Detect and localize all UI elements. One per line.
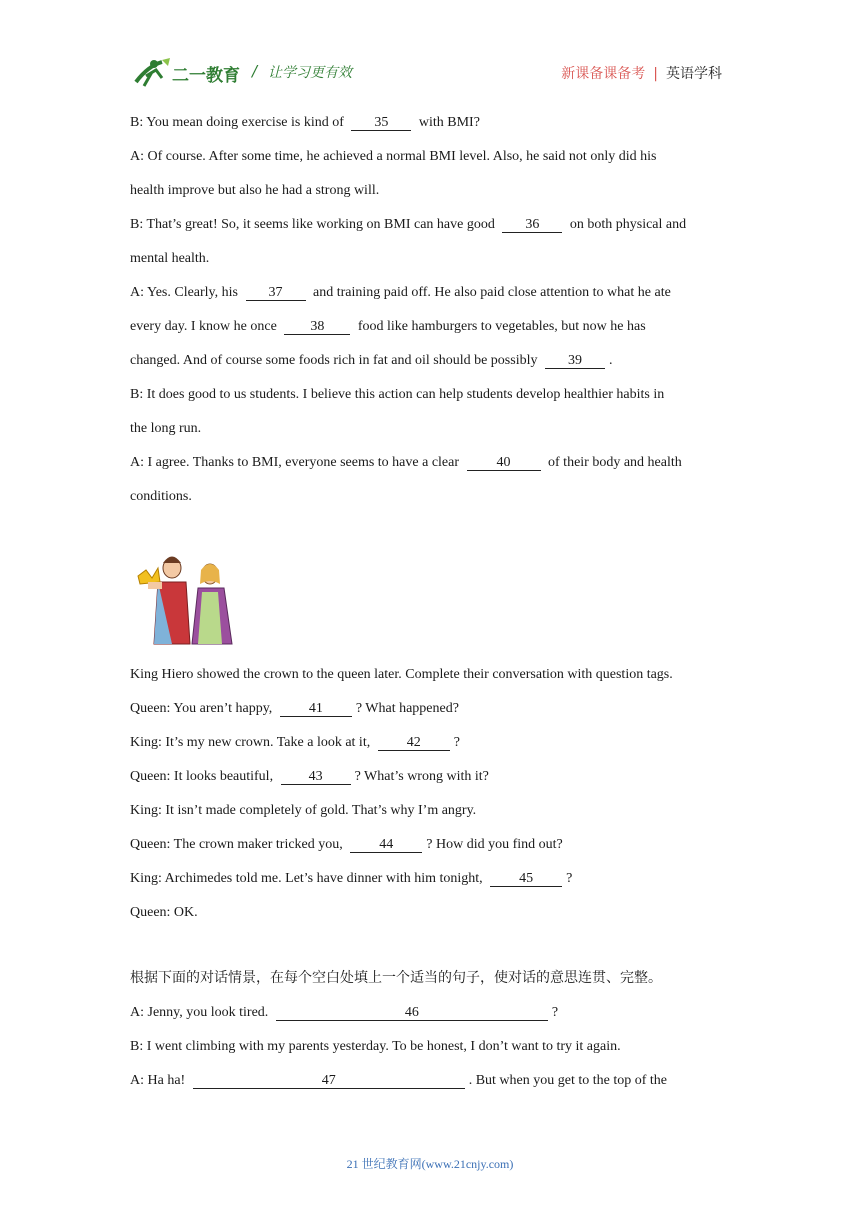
- line-text-after-blank: ? What’s wrong with it?: [354, 769, 489, 784]
- dialogue2-line: [130, 700, 459, 718]
- line-text: B: I went climbing with my parents yesterday. To be honest, I don’t want to try it again.: [130, 1039, 621, 1054]
- header-subject-label: 英语学科: [666, 66, 722, 82]
- line-text-after-blank: . But when you get to the top of the: [468, 1073, 668, 1088]
- dialogue1-line: [130, 454, 682, 472]
- line-text-after-blank: food like hamburgers to vegetables, but now he has: [354, 319, 646, 334]
- blank-45[interactable]: 45: [490, 871, 562, 887]
- line-text: B: You mean doing exercise is kind of: [130, 115, 348, 130]
- blank-44[interactable]: 44: [350, 837, 422, 853]
- line-text: B: It does good to us students. I believe this action can help students develop healthier habits in: [130, 387, 665, 402]
- header-course-label: 新课备课备考: [561, 66, 646, 82]
- svg-text:二一教育: 二一教育: [172, 66, 240, 86]
- blank-42[interactable]: 42: [378, 735, 450, 751]
- line-text: B: That’s great! So, it seems like working on BMI can have good: [130, 217, 499, 232]
- header-right: [561, 63, 722, 83]
- line-text-after-blank: of their body and health: [544, 455, 682, 470]
- page-footer: 21 世纪教育网(www.21cnjy.com): [346, 1157, 514, 1171]
- line-text: King: It isn’t made completely of gold. That’s why I’m angry.: [130, 803, 477, 818]
- dialogue1-line: [130, 386, 664, 404]
- line-text-after-blank: ? How did you find out?: [426, 837, 563, 852]
- line-text: Queen: It looks beautiful,: [130, 769, 277, 784]
- dialogue1-line: [130, 250, 209, 268]
- dialogue3-line: [130, 970, 662, 988]
- line-text: Queen: You aren’t happy,: [130, 701, 276, 716]
- king-queen-illustration: [132, 548, 246, 646]
- line-text: King: Archimedes told me. Let’s have dinner with him tonight,: [130, 871, 487, 886]
- blank-47[interactable]: 47: [193, 1073, 465, 1089]
- line-text: health improve but also he had a strong will.: [130, 183, 380, 198]
- dialogue1-line: [130, 318, 646, 336]
- dialogue1-line: [130, 284, 671, 302]
- slogan: 让学习更有效: [268, 65, 352, 81]
- logo-icon: [132, 56, 244, 90]
- dialogue3-line: [130, 1072, 667, 1090]
- line-text: every day. I know he once: [130, 319, 281, 334]
- line-text-after-blank: on both physical and: [566, 217, 687, 232]
- line-text-after-blank: .: [608, 353, 613, 368]
- line-text: changed. And of course some foods rich in fat and oil should be possibly: [130, 353, 541, 368]
- blank-38[interactable]: 38: [284, 319, 350, 335]
- line-text-after-blank: ?: [551, 1005, 559, 1020]
- blank-43[interactable]: 43: [281, 769, 351, 785]
- header-separator: |: [653, 66, 658, 82]
- blank-46[interactable]: 46: [276, 1005, 548, 1021]
- line-text: conditions.: [130, 489, 192, 504]
- dialogue2-line: [130, 870, 572, 888]
- line-text: A: Jenny, you look tired.: [130, 1005, 272, 1020]
- blank-40[interactable]: 40: [467, 455, 541, 471]
- line-text-after-blank: with BMI?: [415, 115, 480, 130]
- page-header: [0, 0, 860, 100]
- line-text: A: Ha ha!: [130, 1073, 189, 1088]
- line-text: the long run.: [130, 421, 202, 436]
- blank-39[interactable]: 39: [545, 353, 605, 369]
- line-text: mental health.: [130, 251, 210, 266]
- dialogue2-line: [130, 768, 489, 786]
- line-text: 根据下面的对话情景，在每个空白处填上一个适当的句子，使对话的意思连贯、完整。: [130, 971, 662, 986]
- dialogue1-line: [130, 148, 656, 166]
- line-text-after-blank: and training paid off. He also paid close attention to what he ate: [309, 285, 671, 300]
- dialogue1-line: [130, 488, 192, 506]
- dialogue2-line: [130, 836, 563, 854]
- blank-36[interactable]: 36: [502, 217, 562, 233]
- blank-37[interactable]: 37: [246, 285, 306, 301]
- line-text: A: Yes. Clearly, his: [130, 285, 242, 300]
- dialogue1-line: [130, 420, 201, 438]
- dialogue2-line: [130, 666, 673, 684]
- dialogue1-line: [130, 182, 379, 200]
- line-text-after-blank: ? What happened?: [355, 701, 459, 716]
- dialogue3-line: [130, 1004, 558, 1022]
- line-text: A: Of course. After some time, he achieved a normal BMI level. Also, he said not only did his: [130, 149, 657, 164]
- dialogue1-line: [130, 352, 612, 370]
- dialogue2-line: [130, 734, 460, 752]
- blank-41[interactable]: 41: [280, 701, 352, 717]
- dialogue2-line: [130, 904, 198, 922]
- line-text: King: It’s my new crown. Take a look at it,: [130, 735, 374, 750]
- dialogue2-line: [130, 802, 476, 820]
- dialogue1-line: [130, 114, 480, 132]
- dialogue3-line: [130, 1038, 621, 1056]
- dialogue1-line: [130, 216, 686, 234]
- blank-35[interactable]: 35: [351, 115, 411, 131]
- line-text: Queen: OK.: [130, 905, 198, 920]
- slogan-slash: /: [252, 62, 258, 80]
- line-text: Queen: The crown maker tricked you,: [130, 837, 347, 852]
- line-text: King Hiero showed the crown to the queen later. Complete their conversation with question tags.: [130, 667, 673, 682]
- line-text-after-blank: ?: [566, 871, 573, 886]
- line-text: A: I agree. Thanks to BMI, everyone seems to have a clear: [130, 455, 463, 470]
- line-text-after-blank: ?: [453, 735, 460, 750]
